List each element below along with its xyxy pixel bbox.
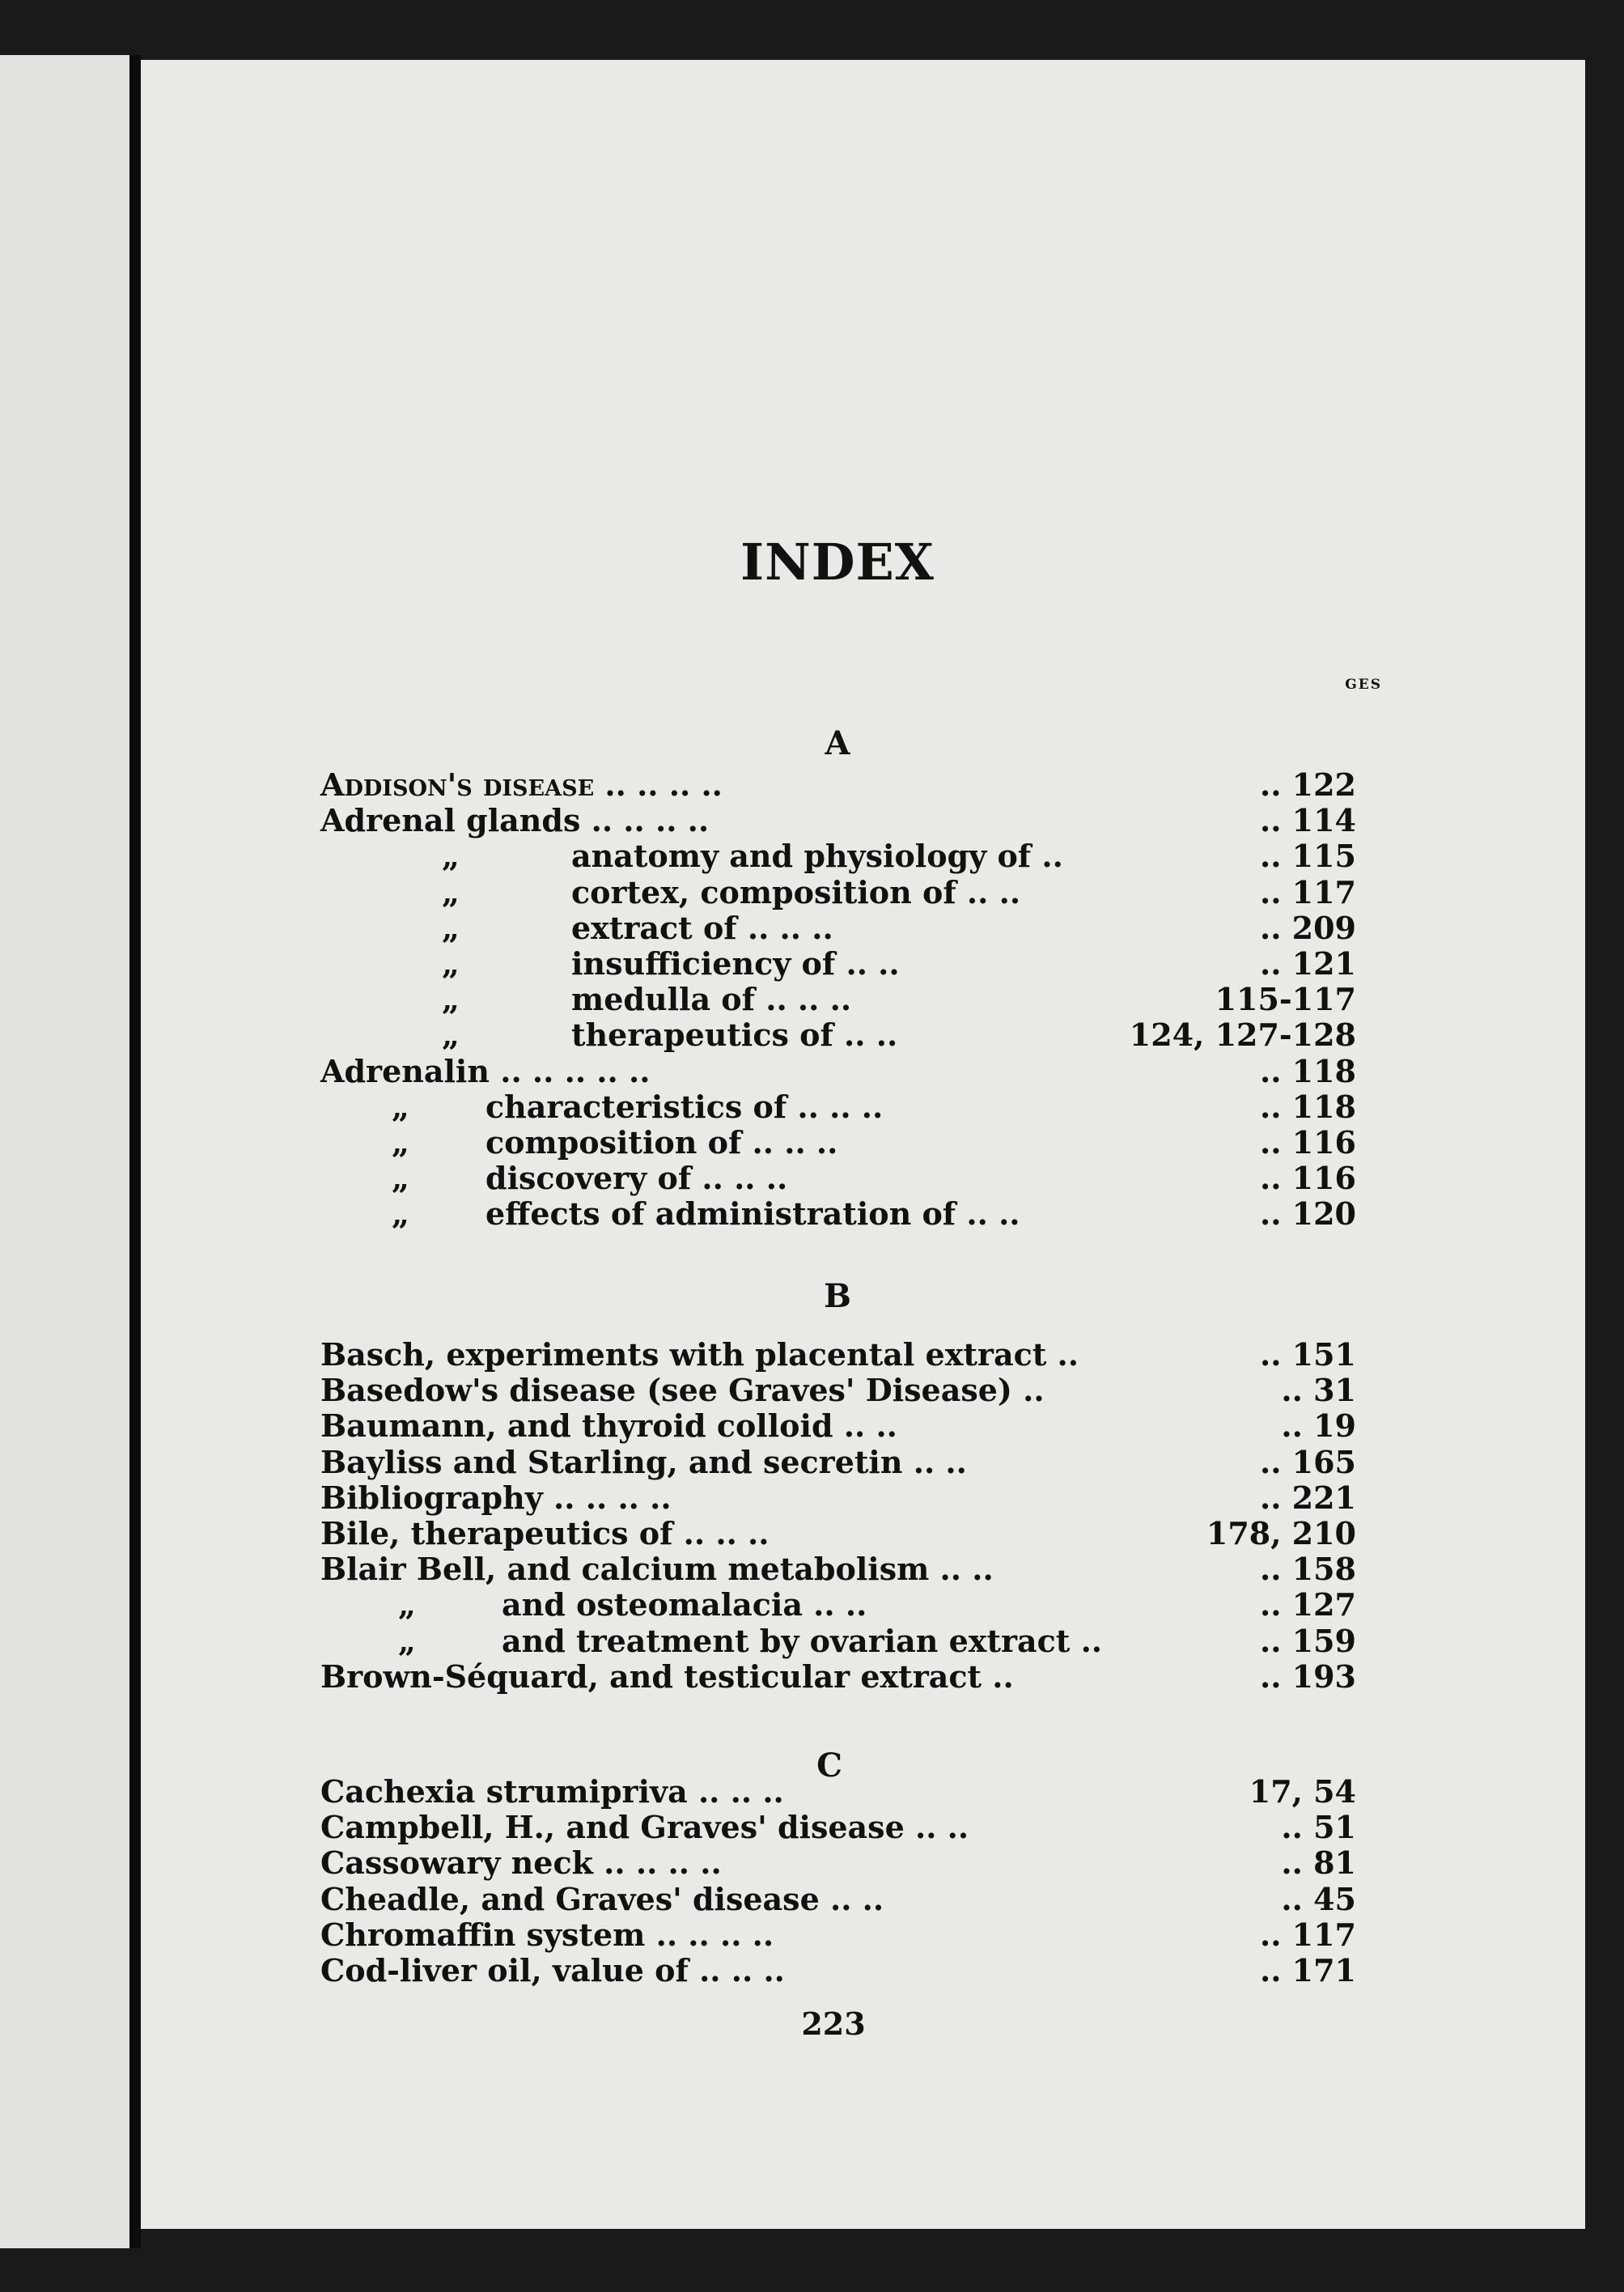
page-number: 223: [801, 2005, 866, 2042]
index-entry: [320, 982, 1356, 1017]
ditto-mark: „: [398, 1586, 416, 1624]
entry-term: anatomy and physiology of ..: [571, 838, 1063, 875]
ditto-mark: „: [442, 1017, 460, 1054]
index-entry: [320, 1408, 1356, 1444]
index-entry: [320, 875, 1356, 910]
entry-pages: 115-117: [1215, 981, 1356, 1018]
entry-term: Cassowary neck .. .. .. ..: [320, 1844, 722, 1882]
entry-term: Chromaffin system .. .. .. ..: [320, 1916, 774, 1953]
entry-pages: .. 115: [1259, 838, 1356, 875]
index-entry: [320, 1774, 1356, 1810]
entry-pages: .. 118: [1259, 1052, 1356, 1089]
entry-term: Cod-liver oil, value of .. .. ..: [320, 1952, 785, 1989]
entry-pages: .. 117: [1259, 1916, 1356, 1953]
entry-pages: .. 158: [1259, 1551, 1356, 1588]
entry-pages: .. 19: [1281, 1407, 1356, 1445]
entry-term: medulla of .. .. ..: [571, 981, 852, 1018]
entry-term: Bile, therapeutics of .. .. ..: [320, 1515, 770, 1551]
entry-pages: .. 159: [1259, 1622, 1356, 1659]
entry-term: Cachexia strumipriva .. .. ..: [320, 1773, 784, 1810]
index-entry: [320, 1089, 1356, 1125]
index-entry: [320, 1125, 1356, 1161]
index-entry: [320, 1587, 1356, 1623]
index-entry: [320, 1659, 1356, 1695]
entry-term: Brown-Séquard, and testicular extract ..: [320, 1657, 1014, 1695]
entry-term: Blair Bell, and calcium metabolism .. ..: [320, 1551, 994, 1588]
entry-term: insufficiency of .. ..: [571, 945, 900, 982]
index-entry: [320, 1196, 1356, 1232]
index-entry: [320, 910, 1356, 946]
entry-term: characteristics of .. .. ..: [486, 1088, 884, 1125]
index-entry: [320, 1445, 1356, 1480]
entry-pages: .. 114: [1259, 802, 1356, 839]
index-entry: [320, 803, 1356, 838]
entry-pages: .. 127: [1259, 1586, 1356, 1624]
index-entry: [320, 838, 1356, 874]
entry-pages: .. 221: [1259, 1479, 1356, 1516]
entry-pages: .. 116: [1259, 1160, 1356, 1197]
entry-pages: .. 116: [1259, 1124, 1356, 1161]
index-entry: [320, 1161, 1356, 1196]
entry-pages: 124, 127-128: [1129, 1017, 1356, 1054]
entry-term: therapeutics of .. ..: [571, 1017, 898, 1054]
entry-pages: .. 118: [1259, 1088, 1356, 1125]
section-letter: B: [824, 1277, 851, 1315]
section-letter: A: [825, 724, 850, 762]
index-entry: [320, 1953, 1356, 1989]
entry-pages: .. 151: [1259, 1336, 1356, 1373]
index-entry: [320, 1551, 1356, 1587]
entry-term: cortex, composition of .. ..: [571, 873, 1021, 910]
entry-pages: .. 81: [1281, 1844, 1356, 1882]
left-page-edge: [0, 55, 129, 2248]
ditto-mark: „: [392, 1160, 409, 1197]
entry-pages: .. 45: [1281, 1880, 1356, 1917]
entry-pages: .. 165: [1259, 1443, 1356, 1480]
entry-pages: .. 120: [1259, 1195, 1356, 1233]
ditto-mark: „: [392, 1124, 409, 1161]
entry-pages: .. 121: [1259, 945, 1356, 982]
index-entry: [320, 1054, 1356, 1089]
index-entry: [320, 1017, 1356, 1053]
ditto-mark: „: [442, 838, 460, 875]
entry-term: Adrenal glands .. .. .. ..: [320, 802, 710, 839]
entry-term: composition of .. .. ..: [486, 1124, 838, 1161]
entry-term: Addison's disease .. .. .. ..: [320, 766, 723, 803]
ditto-mark: „: [442, 981, 460, 1018]
ditto-mark: „: [392, 1195, 409, 1233]
entry-term: Baumann, and thyroid colloid .. ..: [320, 1407, 897, 1445]
entry-term: and treatment by ovarian extract ..: [502, 1622, 1103, 1659]
index-entry: [320, 1624, 1356, 1659]
entry-term: Bayliss and Starling, and secretin .. ..: [320, 1443, 967, 1480]
entry-term: Basch, experiments with placental extract ..: [320, 1336, 1079, 1373]
ditto-mark: „: [392, 1088, 409, 1125]
entry-pages: .. 31: [1281, 1372, 1356, 1409]
book-spine: [129, 55, 141, 2248]
entry-pages: 17, 54: [1249, 1773, 1356, 1810]
index-entry: [320, 1845, 1356, 1881]
entry-term: extract of .. .. ..: [571, 909, 833, 946]
entry-term: Campbell, H., and Graves' disease .. ..: [320, 1809, 969, 1846]
ditto-mark: „: [442, 945, 460, 982]
entry-term: Bibliography .. .. .. ..: [320, 1479, 672, 1516]
index-entry: [320, 1480, 1356, 1516]
index-entry: [320, 1917, 1356, 1953]
ditto-mark: „: [442, 873, 460, 910]
index-entry: [320, 1882, 1356, 1917]
entry-pages: .. 171: [1259, 1952, 1356, 1989]
index-entry: [320, 946, 1356, 982]
index-entry: [320, 1516, 1356, 1551]
index-entry: [320, 1373, 1356, 1408]
entry-term: Basedow's disease (see Graves' Disease) ..: [320, 1372, 1045, 1409]
entry-term: discovery of .. .. ..: [486, 1160, 788, 1197]
index-entry: [320, 1810, 1356, 1845]
entry-term: and osteomalacia .. ..: [502, 1586, 867, 1624]
index-entry: [320, 1337, 1356, 1373]
entry-pages: .. 51: [1281, 1809, 1356, 1846]
entry-pages: .. 209: [1259, 909, 1356, 946]
entry-pages: 178, 210: [1206, 1515, 1356, 1551]
ditto-mark: „: [398, 1622, 416, 1659]
entry-term: effects of administration of .. ..: [486, 1195, 1020, 1233]
pages-column-header: GES: [1345, 677, 1382, 693]
entry-pages: .. 117: [1259, 873, 1356, 910]
entry-pages: .. 193: [1259, 1657, 1356, 1695]
entry-term: Cheadle, and Graves' disease .. ..: [320, 1880, 884, 1917]
section-letter: C: [816, 1747, 842, 1785]
page-title: INDEX: [740, 533, 935, 592]
entry-pages: .. 122: [1259, 766, 1356, 803]
ditto-mark: „: [442, 909, 460, 946]
entry-term: Adrenalin .. .. .. .. ..: [320, 1052, 651, 1089]
index-entry: [320, 767, 1356, 803]
